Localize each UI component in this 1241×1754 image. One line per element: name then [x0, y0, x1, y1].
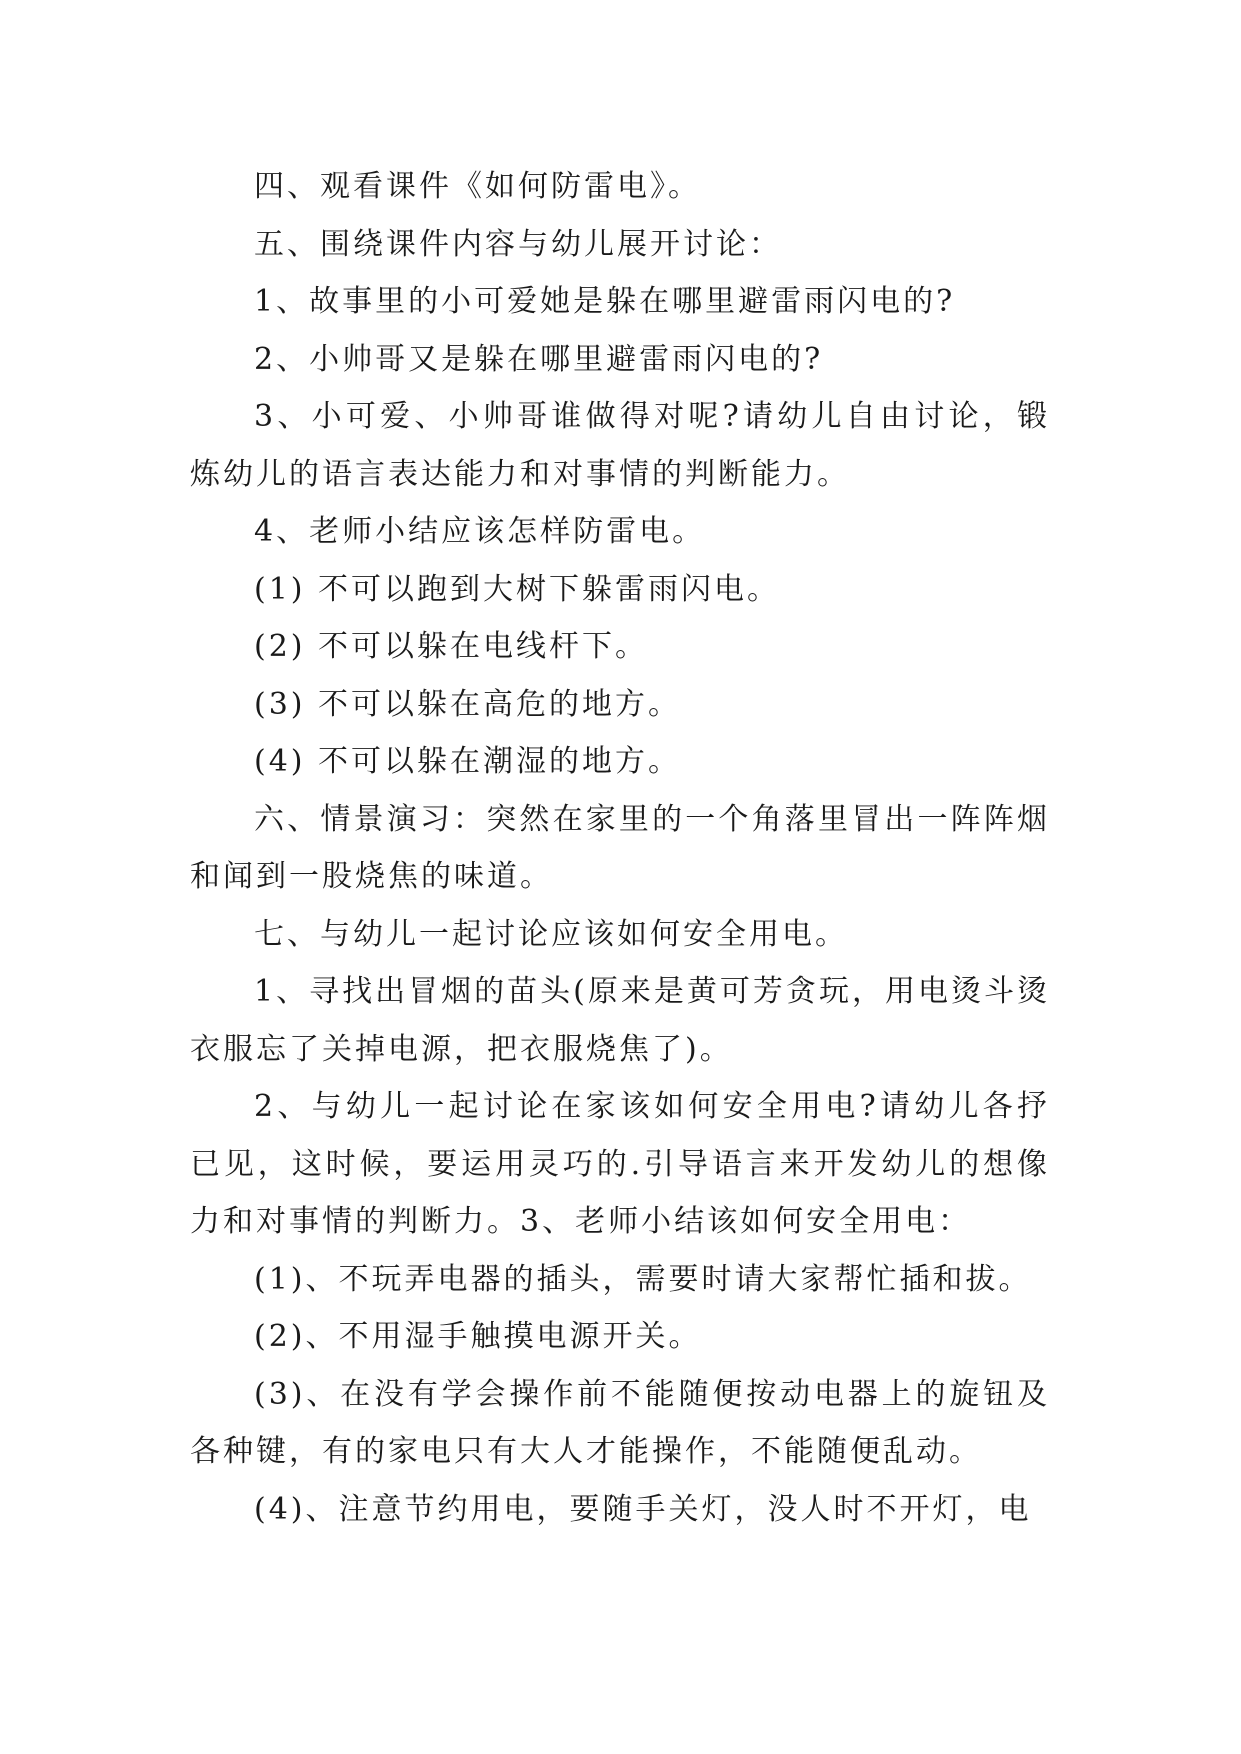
paragraph: 4、老师小结应该怎样防雷电。: [254, 514, 706, 549]
paragraph: (3)、在没有学会操作前不能随便按动电器上的旋钮及各种键，有的家电只有大人才能操作，不能随便乱动。: [190, 1376, 1050, 1469]
paragraph: 六、情景演习：突然在家里的一个角落里冒出一阵阵烟和闻到一股烧焦的味道。: [190, 801, 1050, 894]
paragraph: 五、围绕课件内容与幼儿展开讨论：: [254, 226, 782, 262]
paragraph: 2、小帅哥又是躲在哪里避雷雨闪电的?: [254, 341, 824, 377]
paragraph: (3) 不可以躲在高危的地方。: [254, 686, 682, 722]
paragraph: 2、与幼儿一起讨论在家该如何安全用电?请幼儿各抒已见，这时候，要运用灵巧的.引导语言来开发幼儿的想像力和对事情的判断力。3、老师小结该如何安全用电：: [190, 1089, 1050, 1239]
document-body: [190, 158, 1050, 1538]
paragraph: (2)、不用湿手触摸电源开关。: [254, 1319, 702, 1354]
paragraph: 四、观看课件《如何防雷电》。: [254, 169, 701, 204]
paragraph: (2) 不可以躲在电线杆下。: [254, 629, 649, 664]
paragraph: (4)、注意节约用电，要随手关灯，没人时不开灯，电: [254, 1491, 1032, 1527]
paragraph: (4) 不可以躲在潮湿的地方。: [254, 744, 682, 779]
paragraph: (1)、不玩弄电器的插头，需要时请大家帮忙插和拔。: [254, 1261, 1032, 1297]
paragraph: 1、故事里的小可爱她是躲在哪里避雷雨闪电的?: [254, 284, 956, 319]
paragraph: 七、与幼儿一起讨论应该如何安全用电。: [254, 916, 848, 952]
paragraph: (1) 不可以跑到大树下躲雷雨闪电。: [254, 571, 781, 607]
paragraph: 1、寻找出冒烟的苗头(原来是黄可芳贪玩，用电烫斗烫衣服忘了关掉电源，把衣服烧焦了)。: [190, 974, 1050, 1067]
paragraph: 3、小可爱、小帅哥谁做得对呢?请幼儿自由讨论，锻炼幼儿的语言表达能力和对事情的判断能力。: [190, 399, 1050, 492]
